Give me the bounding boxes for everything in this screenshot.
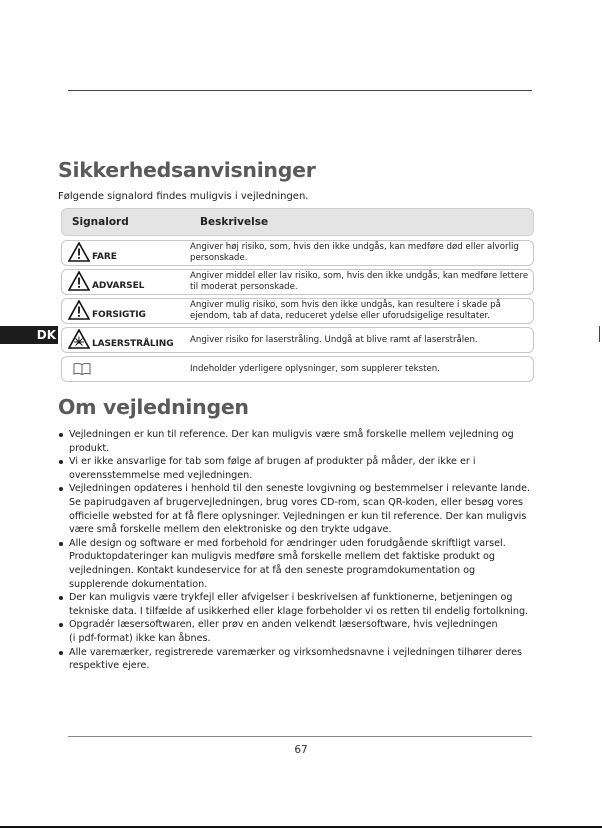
signal-word-table [61, 208, 534, 385]
bullet-icon [59, 433, 63, 437]
signal-word: FORSIGTIG [92, 310, 146, 320]
table-row [61, 240, 534, 266]
table-row [61, 269, 534, 295]
list-item: Vejledningen opdateres i henhold til den seneste lovgivning og bestemmelser i relevante lande. Se papirudgaven af brugervejledningen, brug vores CD-rom, scan QR-koden, eller besøg vores officielle websted for at få flere oplysninger. Vejledningen er kun til reference. Der kan muligvis være små forskelle mellem den elektroniske og den trykte udgave. [59, 482, 539, 536]
warning-triangle-icon [68, 242, 90, 262]
section-title-safety: Sikkerhedsanvisninger [58, 158, 316, 182]
signal-description: Indeholder yderligere oplysninger, som supplerer teksten. [190, 363, 440, 374]
signal-word: LASERSTRÅLING [92, 339, 174, 349]
list-item: Alle varemærker, registrerede varemærker og virksomhedsnavne i vejledningen tilhører deres respektive ejere. [59, 646, 539, 673]
list-item: Vi er ikke ansvarlige for tab som følge af brugen af produkter på måder, der ikke er i overensstemmelse med vejledningen. [59, 455, 539, 482]
signal-description: Angiver høj risiko, som, hvis den ikke undgås, kan medføre død eller alvorlig personskade. [190, 242, 519, 263]
bullet-icon [59, 542, 63, 546]
table-row [61, 298, 534, 324]
page-number: 67 [294, 744, 308, 756]
list-item: Vejledningen er kun til reference. Der kan muligvis være små forskelle mellem vejledning og produkt. [59, 428, 539, 455]
list-item: Opgradér læsersoftwaren, eller prøv en anden velkendt læsersoftware, hvis vejledningen (i pdf-format) ikke kan åbnes. [59, 618, 539, 645]
intro-text: Følgende signalord findes muligvis i vejledningen. [58, 191, 309, 202]
column-header-description: Beskrivelse [200, 216, 269, 228]
signal-word: FARE [92, 252, 117, 262]
language-tab: DK [0, 326, 58, 344]
page-bottom-edge [0, 826, 602, 828]
signal-description: Angiver mulig risiko, som hvis den ikke undgås, kan resultere i skade på ejendom, tab af data, reduceret ydelse eller uforudsigelige resultater. [190, 300, 501, 321]
header-rule [68, 90, 532, 91]
bullet-icon [59, 460, 63, 464]
warning-triangle-icon [68, 271, 90, 291]
bullet-icon [59, 596, 63, 600]
bullet-icon [59, 487, 63, 491]
signal-word: ADVARSEL [92, 281, 145, 291]
edge-mark [599, 326, 600, 342]
table-header [61, 208, 534, 236]
list-item: Der kan muligvis være trykfejl eller afvigelser i beskrivelsen af funktionerne, betjeningen og tekniske data. I tilfælde af usikkerhed eller klage forbeholder vi os retten til endelig fortolkning. [59, 591, 539, 618]
bullet-icon [59, 651, 63, 655]
table-row [61, 327, 534, 353]
list-item: Alle design og software er med forbehold for ændringer uden forudgående skriftligt varsel. Produktopdateringer kan muligvis medføre små forskelle mellem det faktiske produkt og vejledningen. Kontakt kundeservice for at få den seneste programdokumentation og supplerende dokumentation. [59, 537, 539, 591]
bullet-icon [59, 623, 63, 627]
book-icon [72, 362, 92, 376]
footer-rule [68, 736, 532, 737]
manual-notes-list [59, 428, 539, 673]
warning-triangle-icon [68, 300, 90, 320]
signal-description: Angiver middel eller lav risiko, som, hvis den ikke undgås, kan medføre lettere til moderat personskade. [190, 271, 529, 292]
table-row [61, 356, 534, 382]
column-header-signal: Signalord [72, 216, 129, 228]
section-title-manual: Om vejledningen [58, 395, 249, 419]
signal-description: Angiver risiko for laserstråling. Undgå at blive ramt af laserstrålen. [190, 334, 478, 345]
laser-warning-icon [68, 329, 90, 349]
